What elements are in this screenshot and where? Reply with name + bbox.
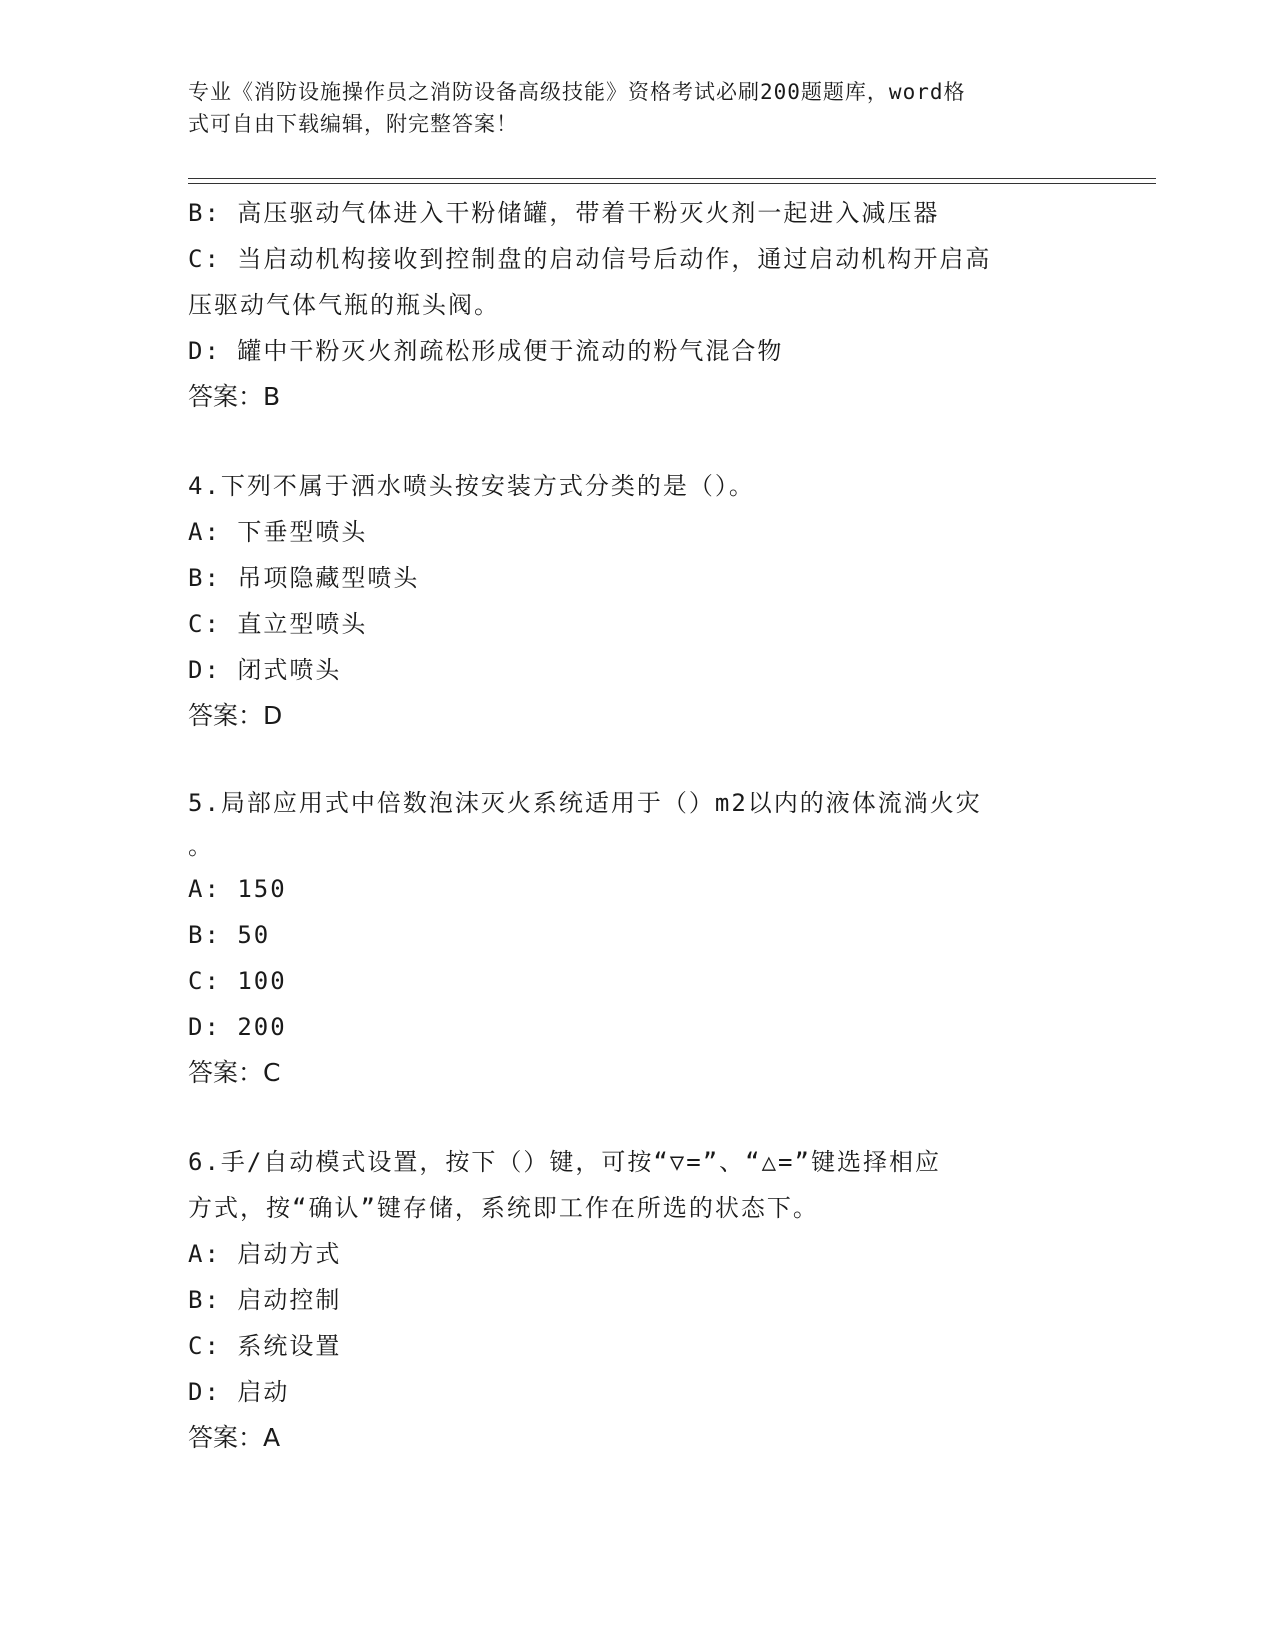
q4-option-b: B: 吊项隐藏型喷头 — [188, 564, 420, 592]
header-line-2: 式可自由下载编辑，附完整答案！ — [188, 112, 518, 136]
question-list — [188, 190, 1088, 1461]
question-5-block — [188, 780, 1088, 1096]
q6-answer: 答案：A — [188, 1423, 281, 1452]
q5-option-c: C: 100 — [188, 967, 287, 995]
q6-question-line-2: 方式，按“确认”键存储，系统即工作在所选的状态下。 — [188, 1194, 819, 1222]
q5-option-b: B: 50 — [188, 921, 271, 949]
q5-answer: 答案：C — [188, 1058, 281, 1087]
question-6-block — [188, 1139, 1088, 1461]
q5-option-a: A: 150 — [188, 875, 287, 903]
header-divider-top — [188, 178, 1156, 179]
header-divider-bottom — [188, 183, 1156, 184]
q6-option-d: D: 启动 — [188, 1378, 290, 1406]
q4-answer: 答案：D — [188, 701, 283, 730]
q6-question-line-1: 6.手/自动模式设置，按下（）键，可按“▽=”、“△=”键选择相应 — [188, 1148, 941, 1176]
q3-option-c-line-1: C: 当启动机构接收到控制盘的启动信号后动作，通过启动机构开启高 — [188, 245, 992, 273]
q4-option-d: D: 闭式喷头 — [188, 656, 342, 684]
q4-option-a: A: 下垂型喷头 — [188, 518, 368, 546]
q3-option-d: D: 罐中干粉灭火剂疏松形成便于流动的粉气混合物 — [188, 337, 784, 365]
q4-option-c: C: 直立型喷头 — [188, 610, 368, 638]
q6-option-c: C: 系统设置 — [188, 1332, 342, 1360]
q5-option-d: D: 200 — [188, 1013, 287, 1041]
header-line-1: 专业《消防设施操作员之消防设备高级技能》资格考试必刷200题题库，word格 — [188, 80, 966, 104]
document-header — [188, 76, 1068, 140]
q3-option-b: B: 高压驱动气体进入干粉储罐，带着干粉灭火剂一起进入减压器 — [188, 199, 940, 227]
question-4-block — [188, 463, 1088, 739]
question-3-block — [188, 190, 1088, 420]
q6-option-b: B: 启动控制 — [188, 1286, 342, 1314]
q3-answer: 答案：B — [188, 382, 281, 411]
q3-option-c-line-2: 压驱动气体气瓶的瓶头阀。 — [188, 291, 500, 319]
q6-option-a: A: 启动方式 — [188, 1240, 342, 1268]
q4-question: 4.下列不属于洒水喷头按安装方式分类的是（）。 — [188, 472, 755, 500]
q5-question-line-2: 。 — [188, 832, 214, 860]
q5-question-line-1: 5.局部应用式中倍数泡沫灭火系统适用于（）m2以内的液体流淌火灾 — [188, 789, 982, 817]
